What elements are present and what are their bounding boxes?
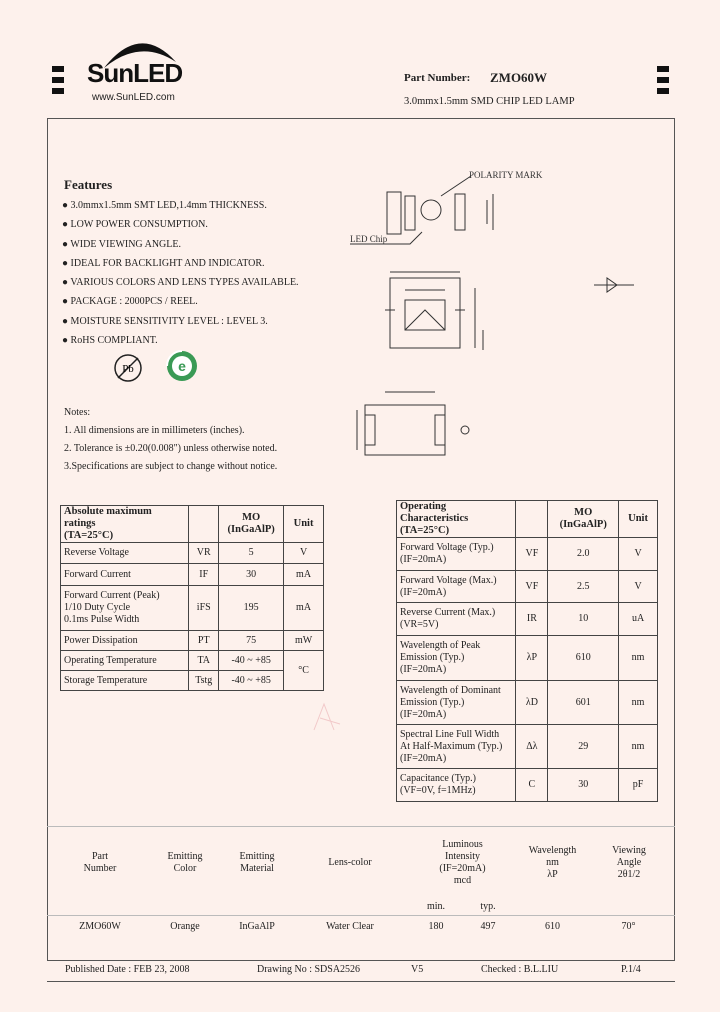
param-value: 5 [219, 543, 284, 564]
abs-max-col-unit: Unit [293, 518, 314, 529]
param-symbol: VF [516, 538, 548, 571]
param-value: 2.5 [548, 571, 619, 603]
param-unit: mW [284, 631, 324, 651]
abs-max-col-mo: MO [242, 512, 261, 523]
param-symbol: IR [516, 603, 548, 636]
col-lens-color: Lens-color [328, 857, 372, 868]
param-symbol: Δλ [516, 725, 548, 769]
param-symbol: λD [516, 681, 548, 725]
note-item: 3.Specifications are subject to change without notice. [64, 461, 278, 472]
param-value: 30 [219, 564, 284, 586]
param-value: 75 [219, 631, 284, 651]
col-min: min. [426, 901, 446, 912]
op-char-col-material: (InGaAlP) [559, 519, 607, 530]
table-header-row [397, 501, 658, 538]
param-unit: V [619, 538, 658, 571]
footer-top-rule [47, 960, 675, 961]
param-value: 30 [548, 769, 619, 802]
faint-mark-icon [310, 700, 350, 734]
table-row [397, 725, 658, 769]
param-unit: °C [284, 651, 324, 691]
param-value: 2.0 [548, 538, 619, 571]
param-symbol: VF [516, 571, 548, 603]
absolute-max-ratings-table [60, 505, 324, 691]
col-viewing-angle: Viewing Angle 2θ1/2 [612, 845, 646, 880]
selection-divider [47, 915, 675, 916]
abs-max-title: Absolute maximum ratings [64, 506, 152, 529]
table-row [61, 564, 324, 586]
feature-item: ● IDEAL FOR BACKLIGHT AND INDICATOR. [62, 257, 265, 269]
sunled-logo: SunLED [87, 58, 183, 88]
param-value: 29 [548, 725, 619, 769]
pb-free-icon [112, 352, 144, 384]
feature-item: ● LOW POWER CONSUMPTION. [62, 219, 208, 231]
param-name: Forward Current (Peak) 1/10 Duty Cycle 0.1ms Pulse Width [61, 586, 189, 631]
param-symbol: VR [189, 543, 219, 564]
param-value: 195 [219, 586, 284, 631]
param-unit: pF [619, 769, 658, 802]
checked-by: Checked : B.L.LIU [481, 964, 559, 975]
param-symbol: iFS [189, 586, 219, 631]
param-name: Capacitance (Typ.) (VF=0V, f=1MHz) [397, 769, 516, 802]
col-part-number: Part Number [83, 851, 117, 874]
table-row [61, 651, 324, 671]
param-value: 601 [548, 681, 619, 725]
param-name: Forward Current [61, 564, 189, 586]
feature-item: ● MOISTURE SENSITIVITY LEVEL : LEVEL 3. [62, 315, 268, 327]
eco-badge-text: e [178, 358, 186, 374]
feature-item: ● WIDE VIEWING ANGLE. [62, 238, 181, 250]
row-typ-intensity: 497 [480, 921, 496, 932]
op-char-condition: (TA=25°C) [400, 525, 450, 536]
feature-item: ● VARIOUS COLORS AND LENS TYPES AVAILABLE. [62, 277, 299, 289]
param-name: Reverse Current (Max.) (VR=5V) [397, 603, 516, 636]
drawing-number: Drawing No : SDSA2526 [257, 964, 361, 975]
version: V5 [411, 964, 424, 975]
param-unit: V [284, 543, 324, 564]
operating-characteristics-table [396, 500, 658, 802]
table-row [397, 538, 658, 571]
notes-title: Notes: [64, 407, 91, 418]
right-brand-bars [657, 66, 669, 99]
row-min-intensity: 180 [428, 921, 444, 932]
table-row [397, 769, 658, 802]
table-row [397, 681, 658, 725]
page-number: P.1/4 [621, 964, 641, 975]
table-row [61, 543, 324, 564]
param-name: Storage Temperature [61, 671, 189, 691]
param-name: Forward Voltage (Typ.) (IF=20mA) [397, 538, 516, 571]
param-name: Operating Temperature [61, 651, 189, 671]
feature-item: ● PACKAGE : 2000PCS / REEL. [62, 296, 198, 308]
param-unit: V [619, 571, 658, 603]
footer-bottom-rule [47, 981, 675, 982]
param-name: Reverse Voltage [61, 543, 189, 564]
param-unit: nm [619, 681, 658, 725]
note-item: 1. All dimensions are in millimeters (inches). [64, 425, 245, 436]
table-row [397, 571, 658, 603]
part-number-label: Part Number: [404, 72, 471, 84]
param-name: Spectral Line Full Width At Half-Maximum (Typ.) (IF=20mA) [397, 725, 516, 769]
param-value: -40 ~ +85 [219, 671, 284, 691]
polarity-mark-label: POLARITY MARK [469, 170, 543, 180]
param-value: -40 ~ +85 [219, 651, 284, 671]
notes-block [64, 404, 277, 476]
eco-friendly-icon [164, 348, 200, 384]
param-symbol: PT [189, 631, 219, 651]
feature-item: ● 3.0mmx1.5mm SMT LED,1.4mm THICKNESS. [62, 200, 267, 211]
param-symbol: C [516, 769, 548, 802]
part-number: ZMO60W [490, 70, 548, 85]
param-symbol: Tstg [189, 671, 219, 691]
abs-max-col-material: (InGaAlP) [227, 524, 275, 535]
param-unit: uA [619, 603, 658, 636]
published-date: Published Date : FEB 23, 2008 [65, 964, 190, 975]
table-row [61, 586, 324, 631]
param-symbol: IF [189, 564, 219, 586]
table-row [397, 603, 658, 636]
selection-top-rule [47, 826, 675, 827]
row-lens-color: Water Clear [326, 921, 374, 932]
op-char-col-mo: MO [574, 507, 593, 518]
led-chip-label: LED Chip [350, 234, 388, 244]
param-symbol: TA [189, 651, 219, 671]
row-emitting-color: Orange [170, 921, 200, 932]
col-wavelength: Wavelength nm λP [528, 845, 577, 880]
param-name: Power Dissipation [61, 631, 189, 651]
features-title: Features [64, 177, 113, 192]
product-subtitle: 3.0mmx1.5mm SMD CHIP LED LAMP [404, 96, 575, 107]
col-luminous-intensity: Luminous Intensity (IF=20mA) mcd [439, 839, 486, 886]
col-emitting-material: Emitting Material [239, 851, 275, 874]
package-dimension-drawing [345, 160, 665, 465]
left-brand-bars [52, 66, 64, 99]
op-char-col-unit: Unit [628, 513, 648, 524]
row-viewing-angle: 70° [621, 921, 636, 932]
col-emitting-color: Emitting Color [167, 851, 203, 874]
row-wavelength: 610 [545, 921, 560, 932]
param-symbol: λP [516, 636, 548, 681]
features-list [62, 196, 299, 350]
pb-badge-text: Pb [122, 363, 134, 375]
row-part-number: ZMO60W [79, 921, 121, 932]
table-row [61, 631, 324, 651]
table-row [397, 636, 658, 681]
abs-max-condition: (TA=25°C) [64, 530, 114, 541]
col-typ: typ. [480, 901, 496, 912]
param-unit: nm [619, 636, 658, 681]
note-item: 2. Tolerance is ±0.20(0.008") unless otherwise noted. [64, 443, 278, 454]
param-name: Forward Voltage (Max.) (IF=20mA) [397, 571, 516, 603]
table-header-row [61, 506, 324, 543]
param-value: 610 [548, 636, 619, 681]
param-unit: mA [284, 586, 324, 631]
param-name: Wavelength of Peak Emission (Typ.) (IF=20mA) [397, 636, 516, 681]
param-value: 10 [548, 603, 619, 636]
param-name: Wavelength of Dominant Emission (Typ.) (IF=20mA) [397, 681, 516, 725]
row-emitting-material: InGaAlP [239, 921, 275, 932]
op-char-title: Operating Characteristics [400, 501, 469, 524]
website-url[interactable]: www.SunLED.com [92, 92, 175, 103]
param-unit: nm [619, 725, 658, 769]
param-unit: mA [284, 564, 324, 586]
feature-item: ● RoHS COMPLIANT. [62, 335, 158, 347]
